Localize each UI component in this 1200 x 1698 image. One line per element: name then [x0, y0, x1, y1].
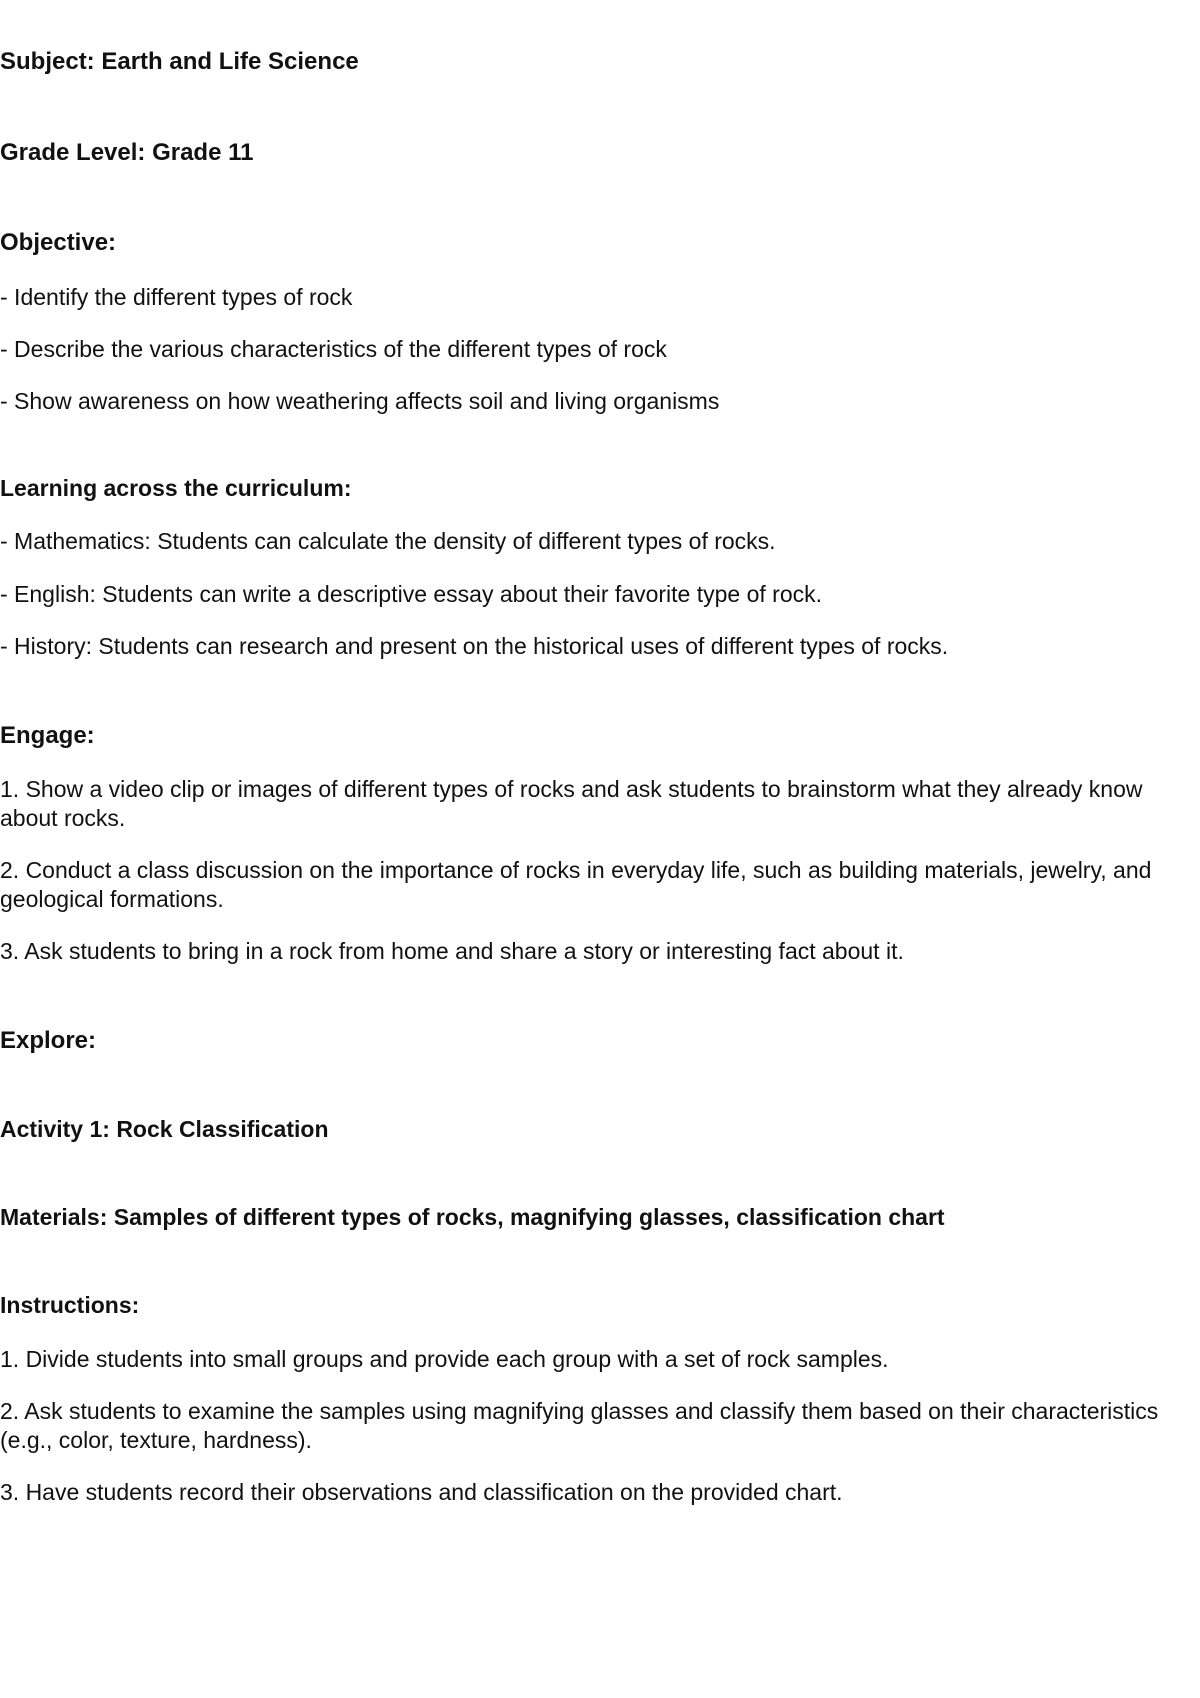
- subject-heading: Subject: Earth and Life Science: [0, 48, 359, 75]
- learning-across-item: - History: Students can research and present on the historical uses of different types of rocks.: [0, 633, 949, 659]
- instruction-item: 1. Divide students into small groups and provide each group with a set of rock samples.: [0, 1346, 889, 1372]
- materials-heading: Materials: Samples of different types of rocks, magnifying glasses, classification chart: [0, 1204, 945, 1230]
- engage-heading: Engage:: [0, 722, 95, 749]
- learning-across-heading: Learning across the curriculum:: [0, 475, 352, 501]
- engage-item: 2. Conduct a class discussion on the importance of rocks in everyday life, such as building materials, jewelry, and geological formations.: [0, 857, 1152, 912]
- activity-heading: Activity 1: Rock Classification: [0, 1116, 329, 1142]
- instruction-item: 3. Have students record their observations and classification on the provided chart.: [0, 1479, 843, 1505]
- explore-heading: Explore:: [0, 1027, 97, 1054]
- grade-level-heading: Grade Level: Grade 11: [0, 139, 254, 166]
- objective-heading: Objective:: [0, 229, 117, 256]
- instructions-heading: Instructions:: [0, 1292, 140, 1318]
- objective-item: - Identify the different types of rock: [0, 284, 353, 310]
- learning-across-item: - English: Students can write a descriptive essay about their favorite type of rock.: [0, 581, 823, 607]
- instruction-item: 2. Ask students to examine the samples using magnifying glasses and classify them based on their characteristics (e.g., color, texture, hardness).: [0, 1398, 1159, 1453]
- objective-item: - Describe the various characteristics of the different types of rock: [0, 336, 667, 362]
- engage-item: 1. Show a video clip or images of different types of rocks and ask students to brainstorm what they already know about rocks.: [0, 776, 1143, 831]
- engage-item: 3. Ask students to bring in a rock from home and share a story or interesting fact about it.: [0, 938, 904, 964]
- learning-across-item: - Mathematics: Students can calculate the density of different types of rocks.: [0, 528, 776, 554]
- objective-item: - Show awareness on how weathering affects soil and living organisms: [0, 388, 720, 414]
